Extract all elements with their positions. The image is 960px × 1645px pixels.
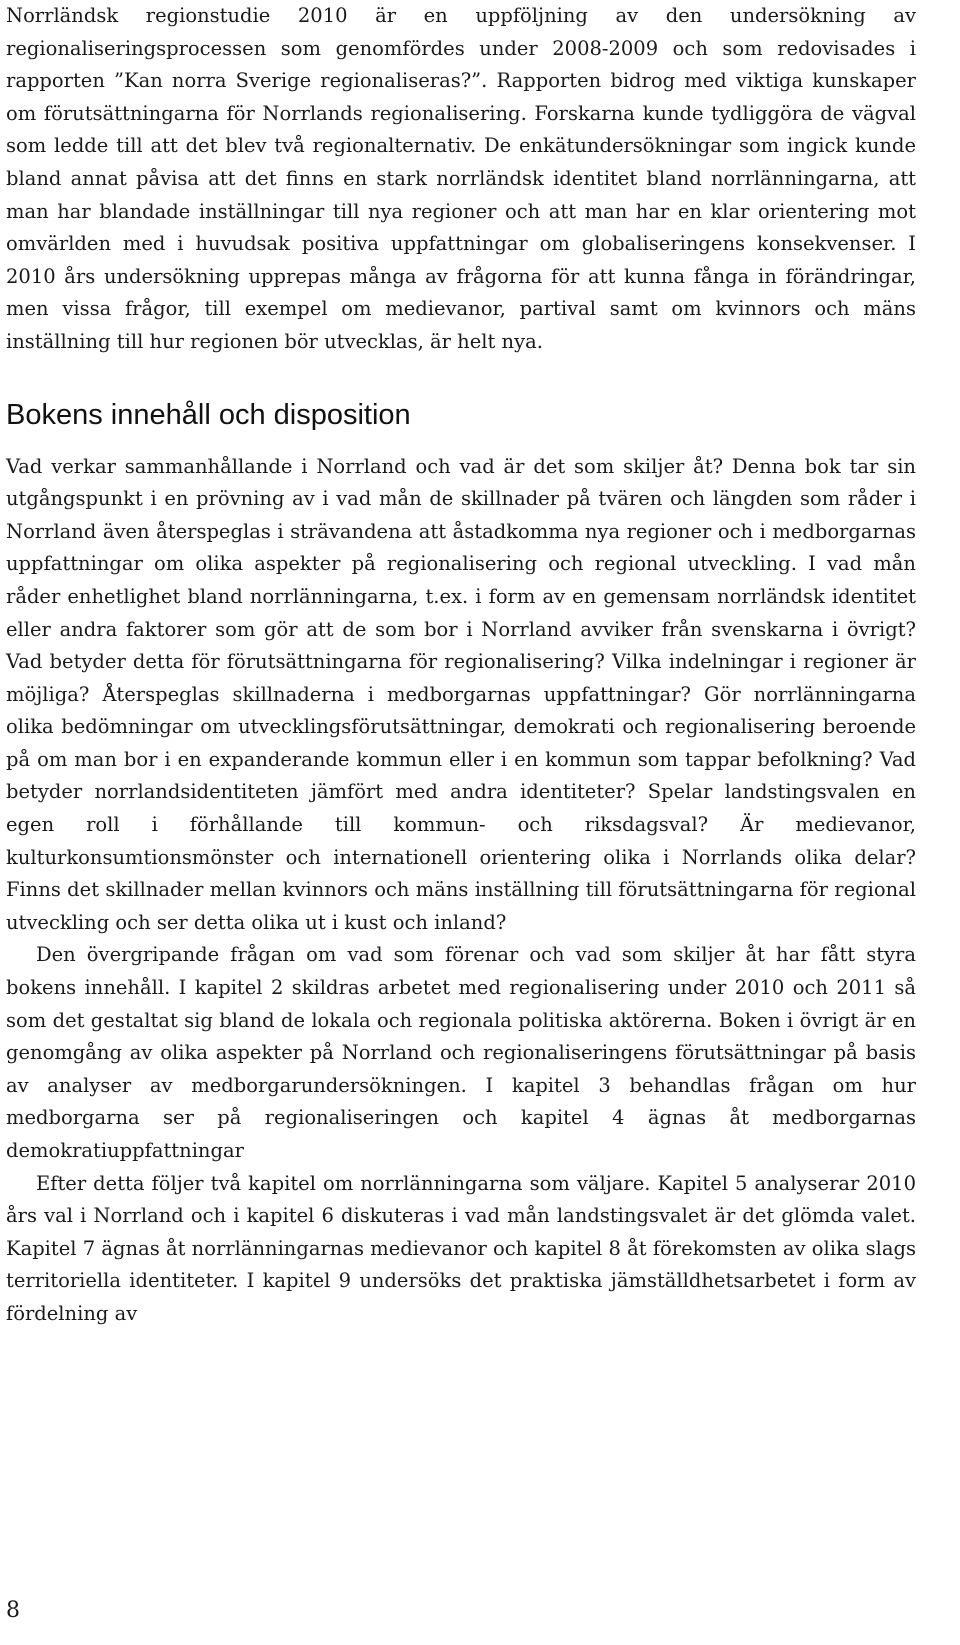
section-paragraph-3: Efter detta följer två kapitel om norrlänningarna som väljare. Kapitel 5 analyserar 2010 års val i Norrland och i kapitel 6 diskuteras i vad mån landstingsvalet är det glömda valet. Kapitel 7 ägnas åt norrlänningarnas medievanor och kapitel 8 åt förekomsten av olika slags territoriella identiteter. I kapitel 9 undersöks det praktiska jämställdhetsarbetet i form av fördelning av: [6, 1171, 916, 1325]
section-paragraph-1: Vad verkar sammanhållande i Norrland och vad är det som skiljer åt? Denna bok tar sin utgångspunkt i en prövning av i vad mån de skillnader på tvären och längden som råder i Norrland även återspeglas i strävandena att åstadkomma nya regioner och i medborgarnas uppfattningar om olika aspekter på regionalisering och regional utveckling. I vad mån råder enhetlighet bland norrlänningarna, t.ex. i form av en gemensam norrländsk identitet eller andra faktorer som gör att de som bor i Norrland avviker från svenskarna i övrigt? Vad betyder detta för förutsättningarna för regionalisering? Vilka indelningar i regioner är möjliga? Återspeglas skillnaderna i medborgarnas uppfattningar? Gör norrlänningarna olika bedömningar om utvecklingsförutsättningar, demokrati och regionalisering beroende på om man bor i en expanderande kommun eller i en kommun som tappar befolkning? Vad betyder norrlandsidentiteten jämfört med andra identiteter? Spelar landstingsvalen en egen roll i förhållande till kommun- och riksdagsval? Är medievanor, kulturkonsumtionsmönster och internationell orientering olika i Norrlands olika delar? Finns det skillnader mellan kvinnors och mäns inställning till förutsättningarna för regional utveckling och ser detta olika ut i kust och inland?: [6, 454, 916, 934]
intro-paragraph: Norrländsk regionstudie 2010 är en uppföljning av den undersökning av regionaliseringsprocessen som genomfördes under 2008-2009 och som redovisades i rapporten ”Kan norra Sverige regionaliseras?”. Rapporten bidrog med viktiga kunskaper om förutsättningarna för Norrlands regionalisering. Forskarna kunde tydliggöra de vägval som ledde till att det blev två regionalternativ. De enkätundersökningar som ingick kunde bland annat påvisa att det finns en stark norrländsk identitet bland norrlänningarna, att man har blandade inställningar till nya regioner och att man har en klar orientering mot omvärlden med i huvudsak positiva uppfattningar om globaliseringens konsekvenser. I 2010 års undersökning upprepas många av frågorna för att kunna fånga in förändringar, men vissa frågor, till exempel om medievanor, partival samt om kvinnors och mäns inställning till hur regionen bör utvecklas, är helt nya.: [6, 4, 916, 353]
section-heading: Bokens innehåll och disposition: [6, 398, 411, 431]
document-page: [6, 0, 916, 1331]
page-number: 8: [6, 1598, 20, 1623]
section-paragraph-2: Den övergripande frågan om vad som förenar och vad som skiljer åt har fått styra bokens innehåll. I kapitel 2 skildras arbetet med regionalisering under 2010 och 2011 så som det gestaltat sig bland de lokala och regionala politiska aktörerna. Boken i övrigt är en genomgång av olika aspekter på Norrland och regionaliseringens förutsättningar på basis av analyser av medborgarundersökningen. I kapitel 3 behandlas frågan om hur medborgarna ser på regionaliseringen och kapitel 4 ägnas åt medborgarnas demokratiuppfattningar: [6, 943, 916, 1162]
